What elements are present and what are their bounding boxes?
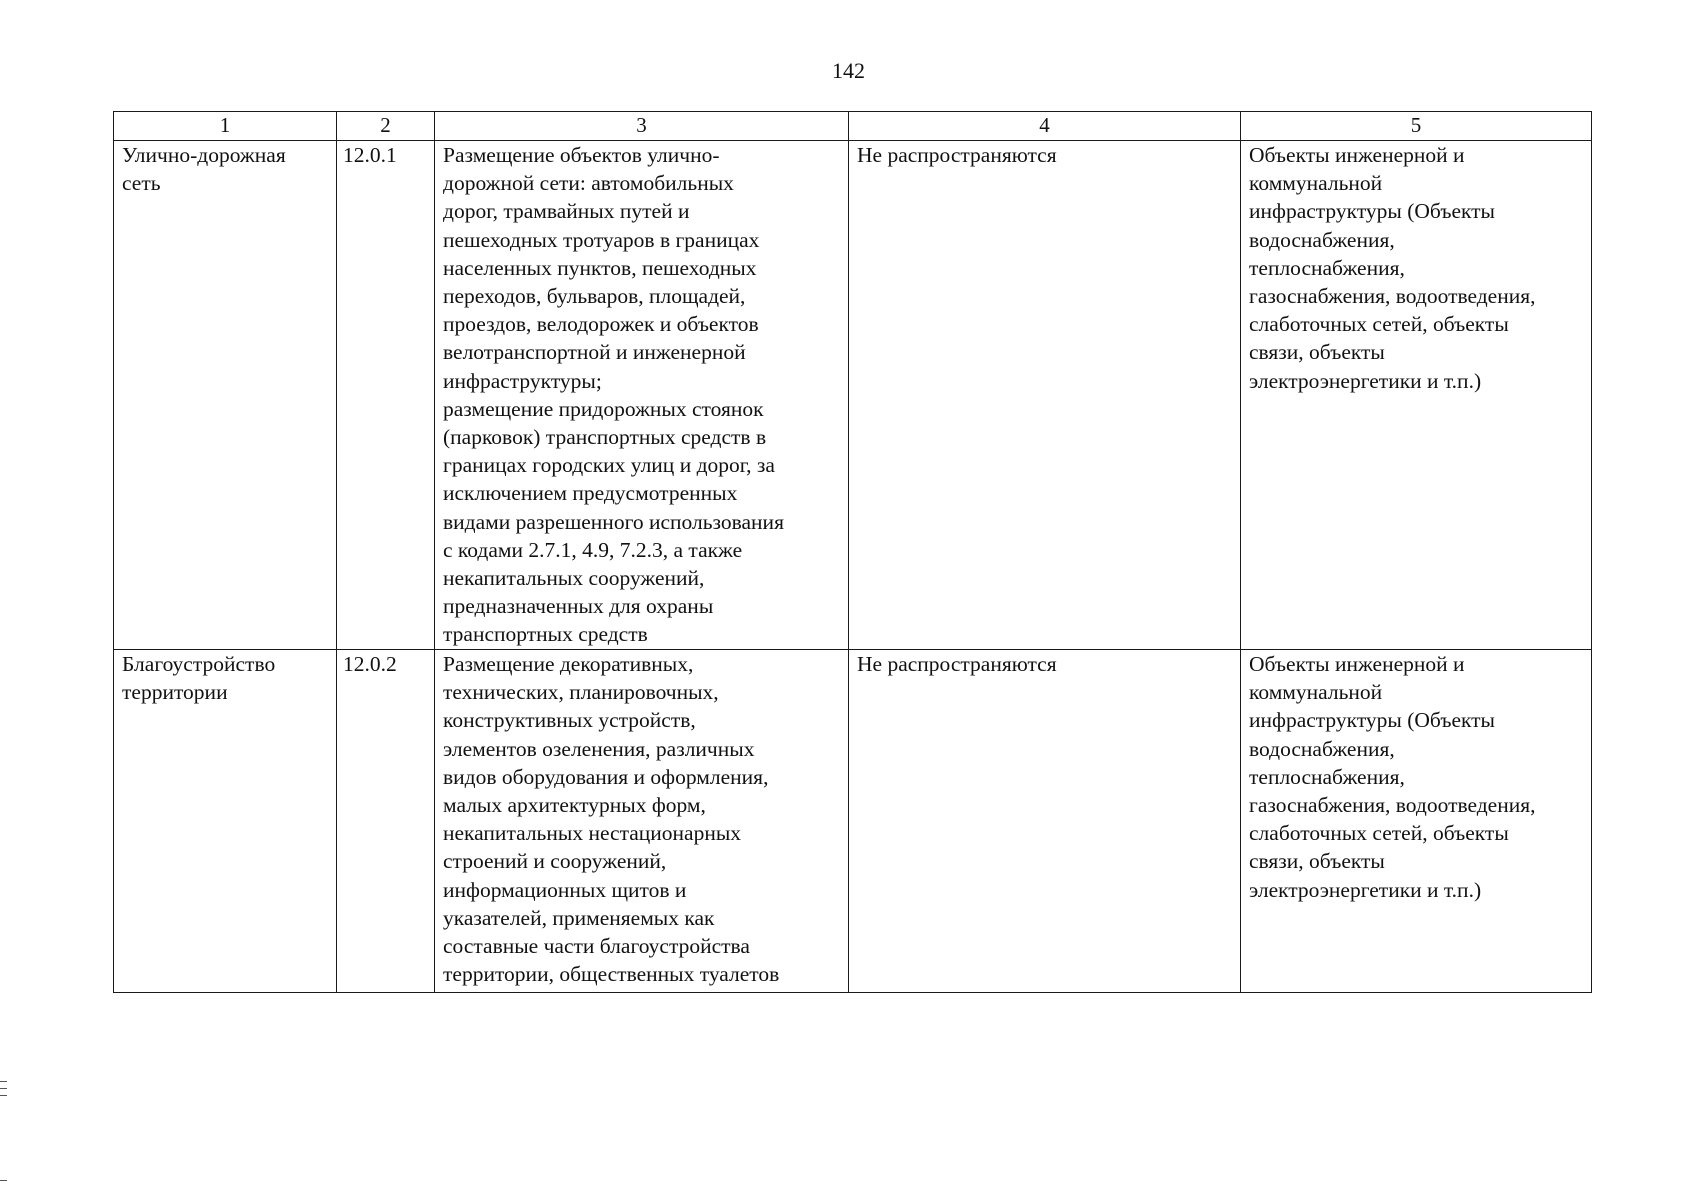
page-number: 142 — [832, 58, 865, 83]
row-name: Благоустройство территории — [122, 652, 276, 705]
row-description: Размещение объектов улично- дорожной сети: автомобильных дорог, трамвайных путей и пешеходных тротуаров в границах населенных пунктов, пешеходных переходов, бульваров, площадей, проездов, велодорожек и объектов велотранспортной и инженерной инфраструктуры; размещение придорожных стоянок (парковок) транспортных средств в границах городских улиц и дорог, за исключением предусмотренных видами разрешенного использования с кодами 2.7.1, 4.9, 7.2.3, а также некапитальных сооружений, предназначенных для охраны транспортных средств — [443, 143, 784, 647]
row-description-cell — [435, 141, 849, 650]
row-code-cell — [337, 650, 435, 993]
column-header-4: 4 — [849, 112, 1241, 141]
row-code: 12.0.1 — [343, 143, 397, 167]
table-header-row — [114, 112, 1592, 141]
row-col4: Не распространяются — [857, 652, 1057, 676]
scan-margin-mark — [0, 1180, 7, 1181]
row-name-cell — [114, 141, 337, 650]
row-col5: Объекты инженерной и коммунальной инфраструктуры (Объекты водоснабжения, теплоснабжения, газоснабжения, водоотведения, слаботочных сетей, объекты связи, объекты электроэнергетики и т.п.) — [1249, 652, 1536, 902]
scan-margin-mark — [0, 1088, 7, 1089]
scan-margin-mark — [0, 1095, 7, 1096]
column-header-5: 5 — [1241, 112, 1592, 141]
table-row — [114, 650, 1592, 993]
row-col4: Не распространяются — [857, 143, 1057, 167]
row-code-cell — [337, 141, 435, 650]
row-col4-cell — [849, 141, 1241, 650]
row-name-cell — [114, 650, 337, 993]
column-header-1: 1 — [114, 112, 337, 141]
row-code: 12.0.2 — [343, 652, 397, 676]
row-col4-cell — [849, 650, 1241, 993]
row-col5-cell — [1241, 141, 1592, 650]
row-col5: Объекты инженерной и коммунальной инфраструктуры (Объекты водоснабжения, теплоснабжения, газоснабжения, водоотведения, слаботочных сетей, объекты связи, объекты электроэнергетики и т.п.) — [1249, 143, 1536, 393]
column-header-3: 3 — [435, 112, 849, 141]
table-row — [114, 141, 1592, 650]
land-use-table — [113, 111, 1592, 993]
row-description: Размещение декоративных, технических, планировочных, конструктивных устройств, элементов озеленения, различных видов оборудования и оформления, малых архитектурных форм, некапитальных нестационарных строений и сооружений, информационных щитов и указателей, применяемых как составные части благоустройства территории, общественных туалетов — [443, 652, 780, 987]
row-col5-cell — [1241, 650, 1592, 993]
row-description-cell — [435, 650, 849, 993]
scan-margin-mark — [0, 1081, 7, 1082]
row-name: Улично-дорожная сеть — [122, 143, 286, 196]
column-header-2: 2 — [337, 112, 435, 141]
